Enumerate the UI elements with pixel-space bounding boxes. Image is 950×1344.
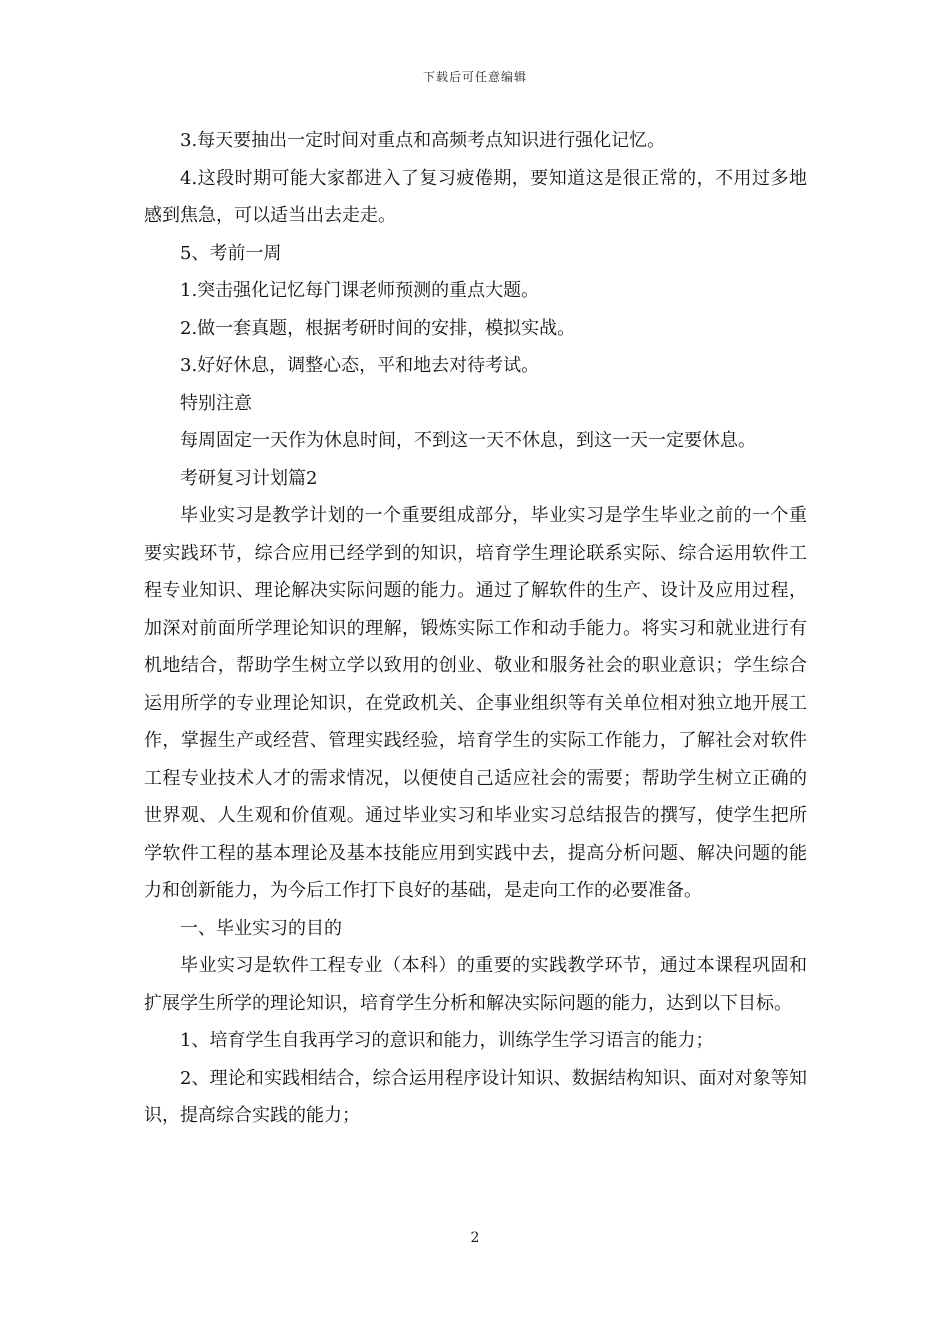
paragraph: 1.突击强化记忆每门课老师预测的重点大题。 <box>180 280 540 301</box>
section-heading: 5、考前一周 <box>180 242 282 264</box>
paragraph: 3.每天要抽出一定时间对重点和高频考点知识进行强化记忆。 <box>180 130 666 151</box>
section-heading: 特别注意 <box>180 392 252 414</box>
page-header: 下载后可任意编辑 <box>422 70 527 84</box>
list-item: 2、理论和实践相结合，综合运用程序设计知识、数据结构知识、面对对象等知识，提高综合实践的能力； <box>144 1067 807 1126</box>
section-heading: 考研复习计划篇2 <box>180 467 318 489</box>
page-number: 2 <box>470 1230 480 1246</box>
document-body <box>144 122 807 1135</box>
paragraph: 2.做一套真题，根据考研时间的安排，模拟实战。 <box>180 317 576 339</box>
section-heading: 一、毕业实习的目的 <box>180 917 342 939</box>
paragraph: 3.好好休息，调整心态，平和地去对待考试。 <box>180 355 540 376</box>
paragraph: 毕业实习是软件工程专业（本科）的重要的实践教学环节，通过本课程巩固和扩展学生所学的理论知识，培育学生分析和解决实际问题的能力，达到以下目标。 <box>144 955 807 1014</box>
paragraph: 4.这段时期可能大家都进入了复习疲倦期，要知道这是很正常的，不用过多地感到焦急，可以适当出去走走。 <box>144 167 807 226</box>
paragraph: 毕业实习是教学计划的一个重要组成部分，毕业实习是学生毕业之前的一个重要实践环节，综合应用已经学到的知识，培育学生理论联系实际、综合运用软件工程专业知识、理论解决实际问题的能力。通过了解软件的生产、设计及应用过程，加深对前面所学理论知识的理解，锻炼实际工作和动手能力。将实习和就业进行有机地结合，帮助学生树立学以致用的创业、敬业和服务社会的职业意识；学生综合运用所学的专业理论知识，在党政机关、企事业组织等有关单位相对独立地开展工作，掌握生产或经营、管理实践经验，培育学生的实际工作能力，了解社会对软件工程专业技术人才的需求情况，以便使自己适应社会的需要；帮助学生树立正确的世界观、人生观和价值观。通过毕业实习和毕业实习总结报告的撰写，使学生把所学软件工程的基本理论及基本技能应用到实践中去，提高分析问题、解决问题的能力和创新能力，为今后工作打下良好的基础，是走向工作的必要准备。 <box>144 505 807 901</box>
paragraph: 每周固定一天作为休息时间，不到这一天不休息，到这一天一定要休息。 <box>180 430 756 451</box>
list-item: 1、培育学生自我再学习的意识和能力，训练学生学习语言的能力； <box>180 1030 714 1051</box>
